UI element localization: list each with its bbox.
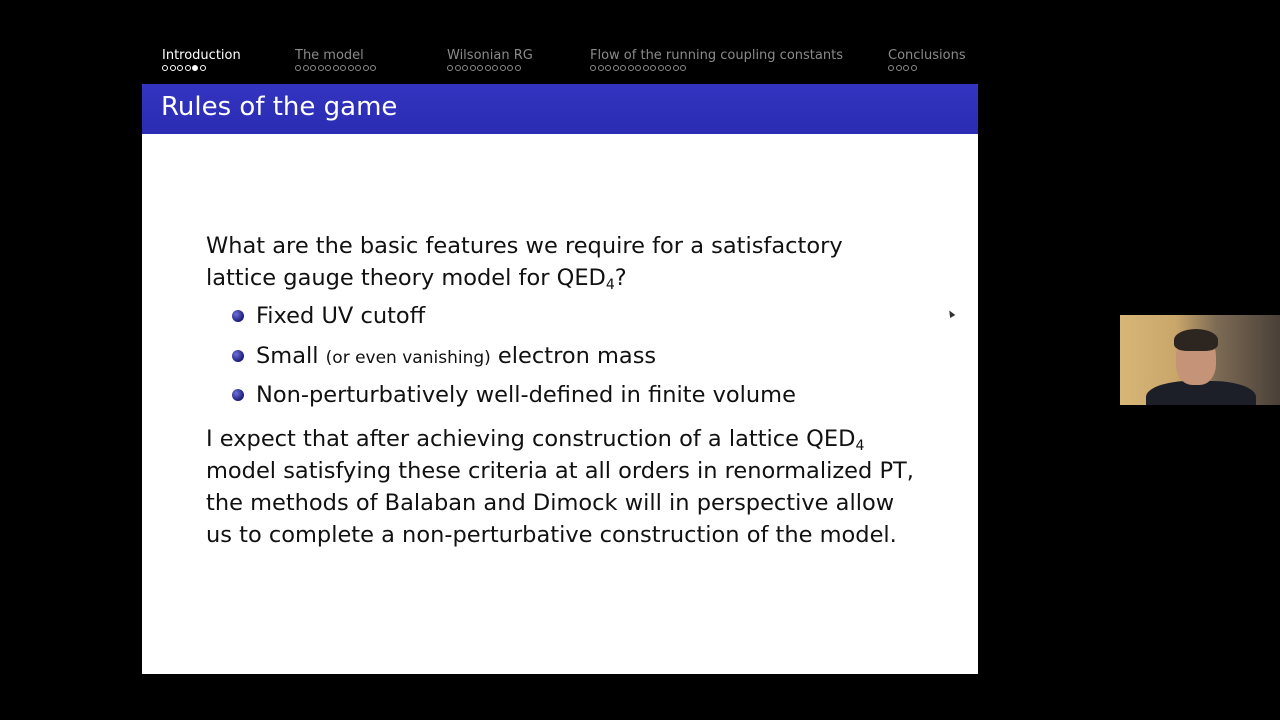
nav-dot[interactable] xyxy=(590,65,596,71)
nav-section-dots[interactable] xyxy=(295,65,378,75)
nav-dot[interactable] xyxy=(658,65,664,71)
intro-line-2 xyxy=(206,262,926,294)
nav-dot[interactable] xyxy=(665,65,671,71)
nav-dot[interactable] xyxy=(507,65,513,71)
nav-dot[interactable] xyxy=(340,65,346,71)
nav-dot[interactable] xyxy=(470,65,476,71)
bullet-tail: electron mass xyxy=(490,342,657,369)
intro-line-1: What are the basic features we require for a satisfactory xyxy=(206,233,843,259)
nav-dot[interactable] xyxy=(613,65,619,71)
nav-section-introduction[interactable] xyxy=(162,48,241,75)
presenter-hair xyxy=(1174,329,1218,351)
nav-dot[interactable] xyxy=(680,65,686,71)
nav-dot[interactable] xyxy=(620,65,626,71)
nav-dot[interactable] xyxy=(363,65,369,71)
nav-dot[interactable] xyxy=(185,65,191,71)
nav-dot[interactable] xyxy=(500,65,506,71)
webcam-video-thumbnail[interactable] xyxy=(1120,315,1280,405)
nav-dot[interactable] xyxy=(200,65,206,71)
slide xyxy=(142,84,978,674)
intro-question-mark: ? xyxy=(614,265,627,291)
nav-dot[interactable] xyxy=(492,65,498,71)
nav-dot[interactable] xyxy=(295,65,301,71)
nav-section-title: Introduction xyxy=(162,48,241,63)
bullet-item xyxy=(206,340,926,380)
slide-title-bar xyxy=(142,84,978,134)
bullet-icon xyxy=(232,350,244,362)
nav-dot[interactable] xyxy=(635,65,641,71)
para-line-1 xyxy=(206,423,926,455)
nav-dot[interactable] xyxy=(447,65,453,71)
nav-dot[interactable] xyxy=(650,65,656,71)
bullet-text: Small xyxy=(256,342,326,369)
nav-dot[interactable] xyxy=(643,65,649,71)
bullet-text: Non-perturbatively well-defined in finite volume xyxy=(256,382,796,408)
nav-section-dots[interactable] xyxy=(590,65,843,75)
nav-dot[interactable] xyxy=(162,65,168,71)
nav-dot[interactable] xyxy=(310,65,316,71)
slide-content xyxy=(206,230,926,551)
nav-section-title: Wilsonian RG xyxy=(447,48,533,63)
bullet-item xyxy=(206,379,926,419)
bullet-icon xyxy=(232,389,244,401)
nav-section-dots[interactable] xyxy=(447,65,533,75)
para-text: I expect that after achieving construction of a lattice QED xyxy=(206,425,856,452)
para-line-4: us to complete a non-perturbative construction of the model. xyxy=(206,521,897,548)
nav-dot[interactable] xyxy=(318,65,324,71)
nav-dot[interactable] xyxy=(888,65,894,71)
nav-dot[interactable] xyxy=(605,65,611,71)
nav-section-title: Flow of the running coupling constants xyxy=(590,48,843,63)
nav-section-title: Conclusions xyxy=(888,48,966,63)
bullet-icon xyxy=(232,310,244,322)
nav-dot[interactable] xyxy=(370,65,376,71)
nav-section-title: The model xyxy=(295,48,364,63)
nav-dot[interactable] xyxy=(673,65,679,71)
subscript: 4 xyxy=(605,277,615,293)
nav-dot[interactable] xyxy=(455,65,461,71)
nav-section-conclusions[interactable] xyxy=(888,48,966,75)
bullet-text: Fixed UV cutoff xyxy=(256,303,426,329)
nav-dot[interactable] xyxy=(903,65,909,71)
slide-title: Rules of the game xyxy=(161,92,398,122)
para-line-3: the methods of Balaban and Dimock will in perspective allow xyxy=(206,489,895,516)
nav-dot[interactable] xyxy=(192,65,198,71)
nav-section-flow[interactable] xyxy=(590,48,843,75)
nav-dot[interactable] xyxy=(177,65,183,71)
nav-section-dots[interactable] xyxy=(162,65,241,75)
subscript: 4 xyxy=(855,437,865,454)
nav-dot[interactable] xyxy=(325,65,331,71)
nav-dot[interactable] xyxy=(170,65,176,71)
nav-dot[interactable] xyxy=(348,65,354,71)
nav-dot[interactable] xyxy=(598,65,604,71)
nav-dot[interactable] xyxy=(485,65,491,71)
nav-section-the-model[interactable] xyxy=(295,48,378,75)
bullet-aside: (or even vanishing) xyxy=(325,347,491,368)
nav-dot[interactable] xyxy=(515,65,521,71)
nav-dot[interactable] xyxy=(303,65,309,71)
section-navigation xyxy=(142,40,978,84)
nav-dot[interactable] xyxy=(911,65,917,71)
intro-text: lattice gauge theory model for QED xyxy=(206,265,606,291)
bullet-list xyxy=(206,300,926,419)
nav-section-wilsonian-rg[interactable] xyxy=(447,48,533,75)
bullet-item xyxy=(206,300,926,340)
nav-dot[interactable] xyxy=(628,65,634,71)
nav-dot[interactable] xyxy=(477,65,483,71)
nav-dot[interactable] xyxy=(462,65,468,71)
conclusion-paragraph xyxy=(206,423,926,551)
nav-dot[interactable] xyxy=(896,65,902,71)
nav-section-dots[interactable] xyxy=(888,65,966,75)
nav-dot[interactable] xyxy=(333,65,339,71)
para-line-2: model satisfying these criteria at all orders in renormalized PT, xyxy=(206,457,914,484)
nav-dot[interactable] xyxy=(355,65,361,71)
